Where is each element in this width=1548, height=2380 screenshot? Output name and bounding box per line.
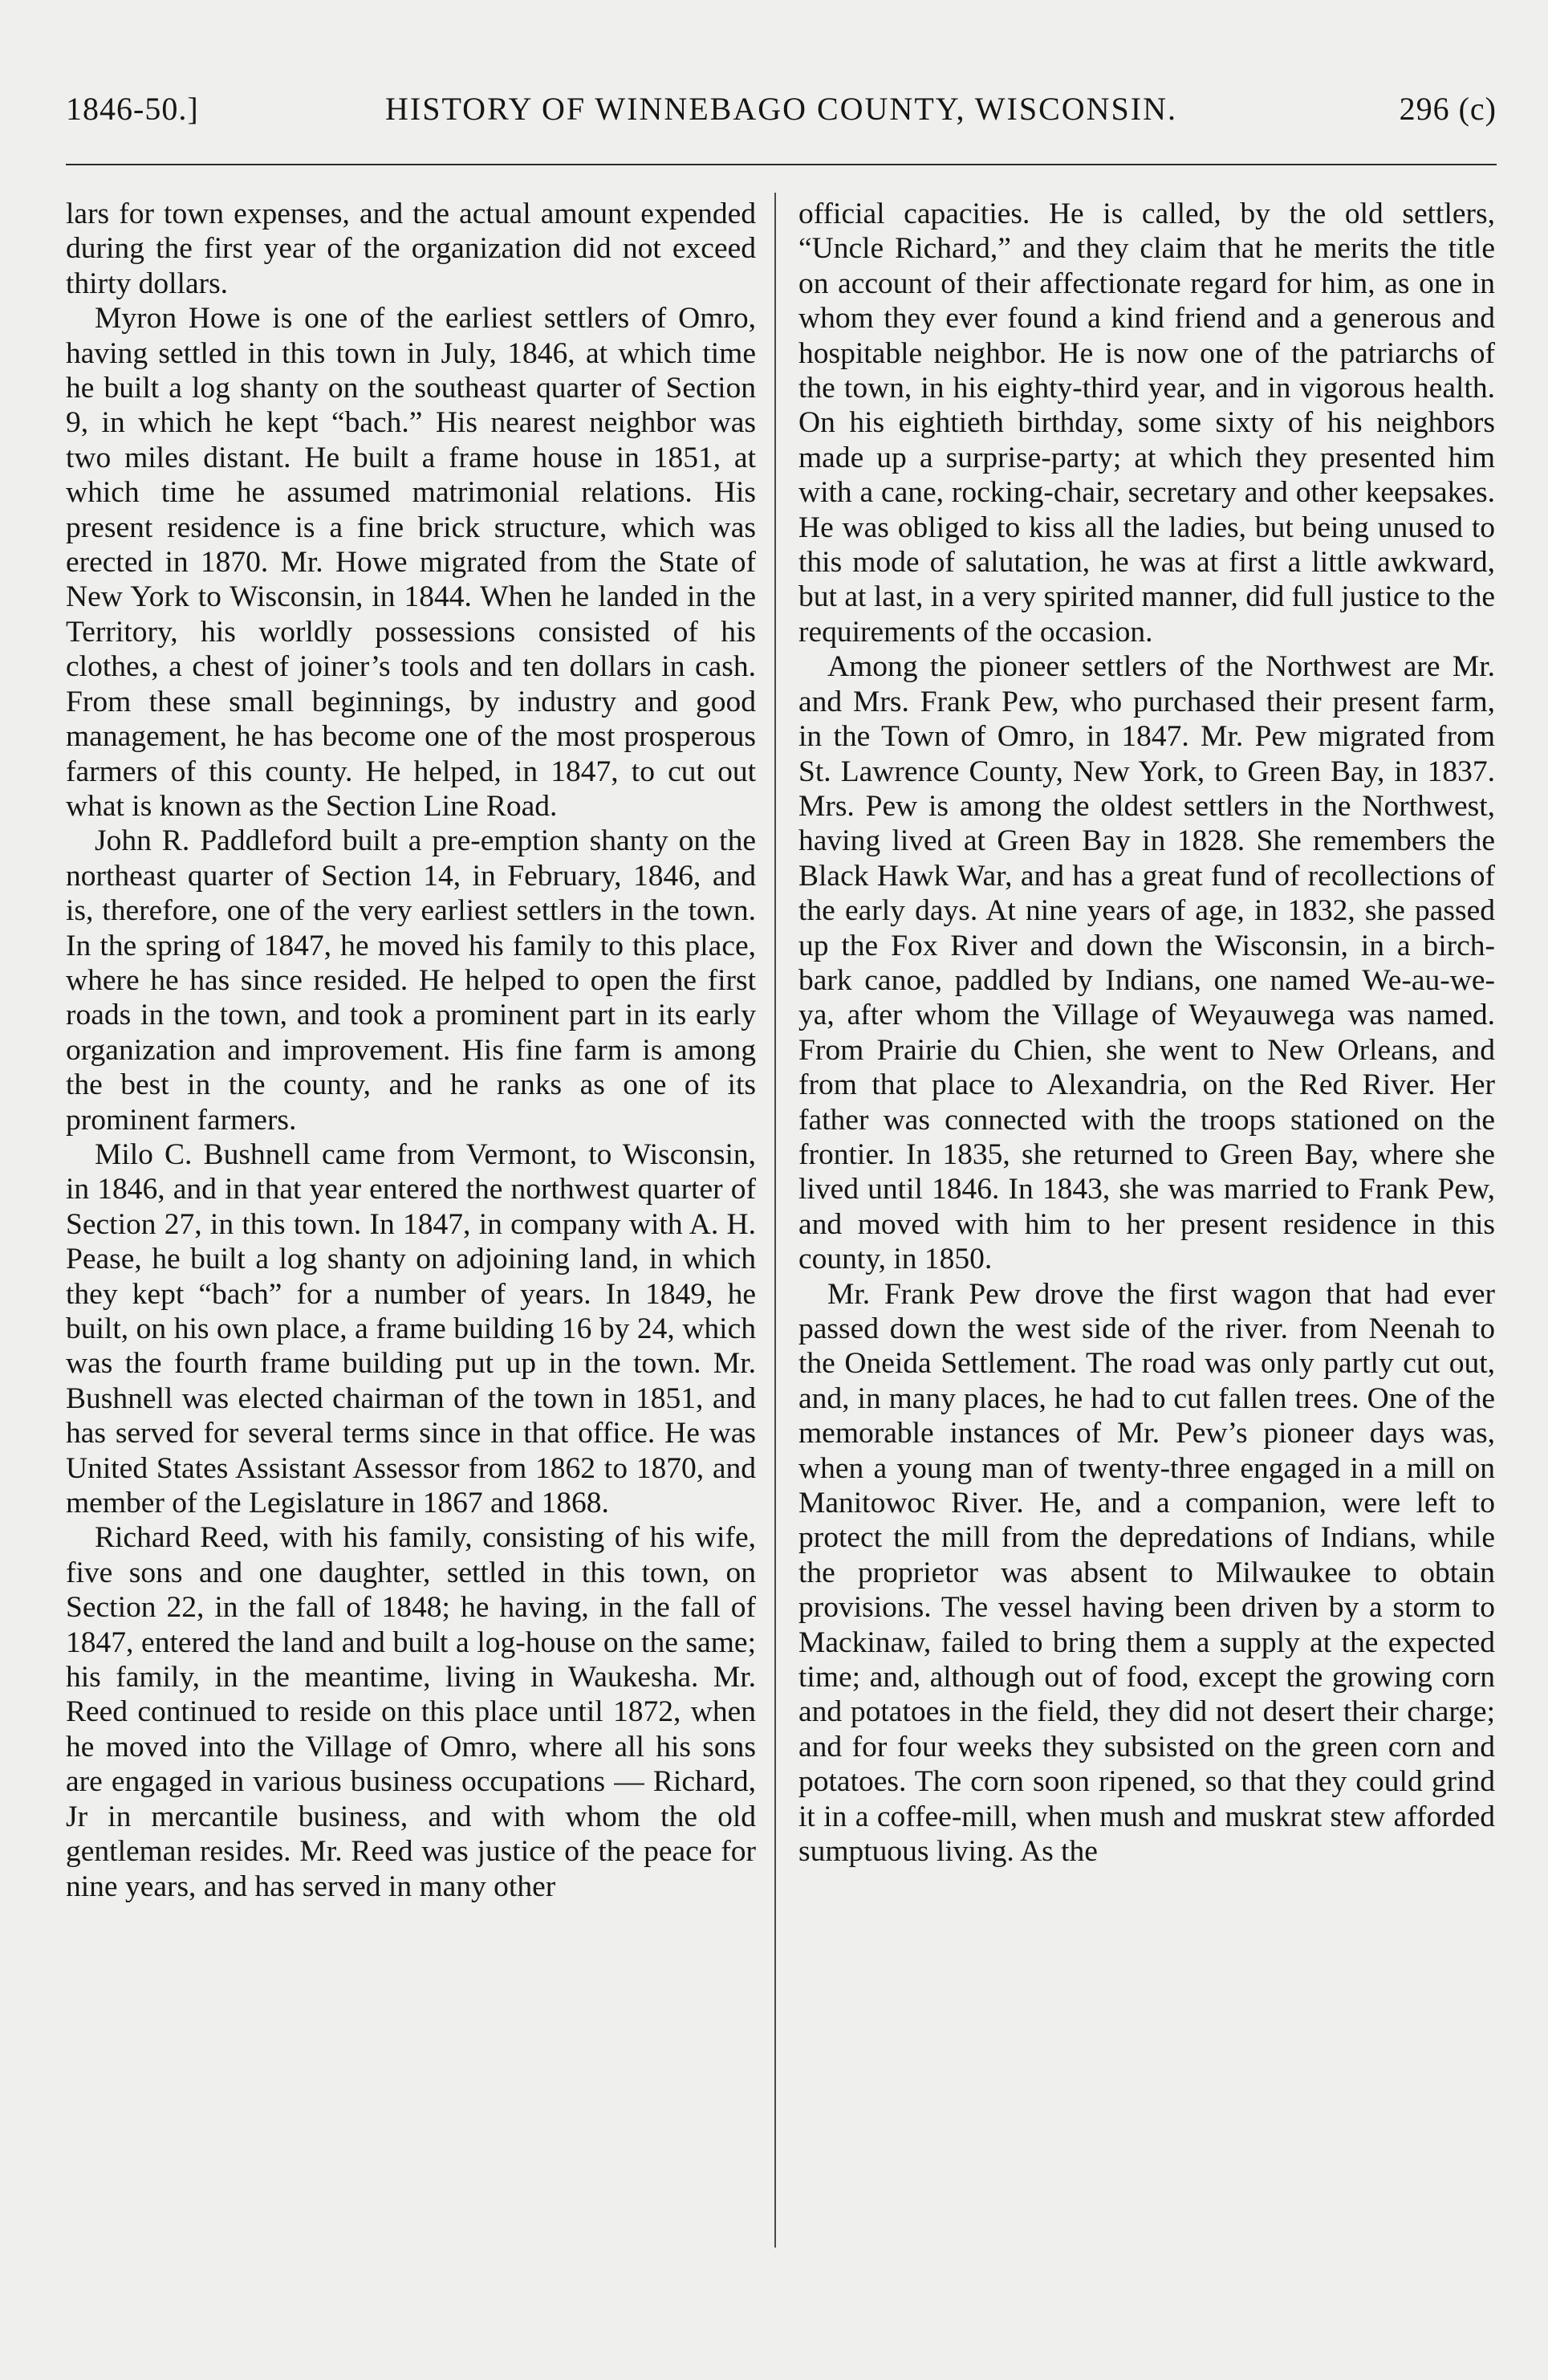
running-header [66,90,1497,138]
paragraph-continued: lars for town expenses, and the actual amount expended during the first year of the organization did not exceed thirty dollars. [66,197,756,300]
right-column [798,197,1495,1869]
paragraph-frank-pew-settlers: Among the pioneer settlers of the Northwest are Mr. and Mrs. Frank Pew, who purchased their present farm, in the Town of Omro, in 1847. Mr. Pew migrated from St. Lawrence County, New York, to Green Bay, in 1837. Mrs. Pew is among the oldest settlers in the Northwest, having lived at Green Bay in 1828. She remembers the Black Hawk War, and has a great fund of recollections of the early days. At nine years of age, in 1832, she passed up the Fox River and down the Wisconsin, in a birch-bark canoe, paddled by Indians, one named We-au-we-ya, after whom the Village of Weyauwega was named. From Prairie du Chien, she went to New Orleans, and from that place to Alexandria, on the Red River. Her father was connected with the troops stationed on the frontier. In 1835, she returned to Green Bay, where she lived until 1846. In 1843, she was married to Frank Pew, and moved with him to her present residence in this county, in 1850. [798,650,1495,1276]
paragraph-frank-pew-wagon: Mr. Frank Pew drove the first wagon that had ever passed down the west side of the river. from Neenah to the Oneida Settlement. The road was only partly cut out, and, in many places, he had to cut fallen trees. One of the memorable instances of Mr. Pew’s pioneer days was, when a young man of twenty-three engaged in a mill on Manitowoc River. He, and a companion, were left to protect the mill from the depredations of Indians, while the proprietor was absent to Milwaukee to obtain provisions. The vessel having been driven by a storm to Mackinaw, failed to bring them a supply at the expected time; and, although out of food, except the growing corn and potatoes in the field, they did not desert their charge; and for four weeks they subsisted on the green corn and potatoes. The corn soon ripened, so that they could grind it in a coffee-mill, when mush and muskrat stew afforded sumptuous living. As the [798,1277,1495,1869]
paragraph-reed-continued: official capacities. He is called, by the old settlers, “Uncle Richard,” and they claim that he merits the title on account of their affectionate regard for him, as one in whom they ever found a kind friend and a generous and hospitable neighbor. He is now one of the patriarchs of the town, in his eighty-third year, and in vigorous health. On his eightieth birthday, some sixty of his neighbors made up a surprise-party; at which they presented him with a cane, rocking-chair, secretary and other keepsakes. He was obliged to kiss all the ladies, but being unused to this mode of salutation, he was at first a little awkward, but at last, in a very spirited manner, did full justice to the requirements of the occasion. [798,197,1495,649]
paragraph-milo-bushnell: Milo C. Bushnell came from Vermont, to Wisconsin, in 1846, and in that year entered the northwest quarter of Section 27, in this town. In 1847, in company with A. H. Pease, he built a log shanty on adjoining land, in which they kept “bach” for a number of years. In 1849, he built, on his own place, a frame building 16 by 24, which was the fourth frame building put up in the town. Mr. Bushnell was elected chairman of the town in 1851, and has served for several terms since in that office. He was United States Assistant Assessor from 1862 to 1870, and member of the Legislature in 1867 and 1868. [66,1137,756,1520]
paragraph-myron-howe: Myron Howe is one of the earliest settlers of Omro, having settled in this town in July, 1846, at which time he built a log shanty on the southeast quarter of Section 9, in which he kept “bach.” His nearest neighbor was two miles distant. He built a frame house in 1851, at which time he assumed matrimonial relations. His present residence is a fine brick structure, which was erected in 1870. Mr. Howe migrated from the State of New York to Wisconsin, in 1844. When he landed in the Territory, his worldly possessions consisted of his clothes, a chest of joiner’s tools and ten dollars in cash. From these small beginnings, by industry and good management, he has become one of the most prosperous farmers of this county. He helped, in 1847, to cut out what is known as the Section Line Road. [66,302,756,823]
column-divider [774,193,776,2248]
left-column [66,197,756,1904]
paragraph-john-paddleford: John R. Paddleford built a pre-emption shanty on the northeast quarter of Section 14, in February, 1846, and is, therefore, one of the very earliest settlers in the town. In the spring of 1847, he moved his family to this place, where he has since resided. He helped to open the first roads in the town, and took a prominent part in its early organization and improvement. His fine farm is among the best in the county, and he ranks as one of its prominent farmers. [66,824,756,1137]
header-rule [66,164,1497,165]
header-date-range: 1846-50.] [66,91,199,127]
page-number: 296 (c) [1399,91,1497,127]
paragraph-richard-reed: Richard Reed, with his family, consisting of his wife, five sons and one daughter, settled in this town, on Section 22, in the fall of 1848; he having, in the fall of 1847, entered the land and built a log-house on the same; his family, in the meantime, living in Waukesha. Mr. Reed continued to reside on this place until 1872, when he moved into the Village of Omro, where all his sons are engaged in various business occupations — Richard, Jr in mercantile business, and with whom the old gentleman resides. Mr. Reed was justice of the peace for nine years, and has served in many other [66,1521,756,1903]
page-title: HISTORY OF WINNEBAGO COUNTY, WISCONSIN. [385,91,1177,127]
